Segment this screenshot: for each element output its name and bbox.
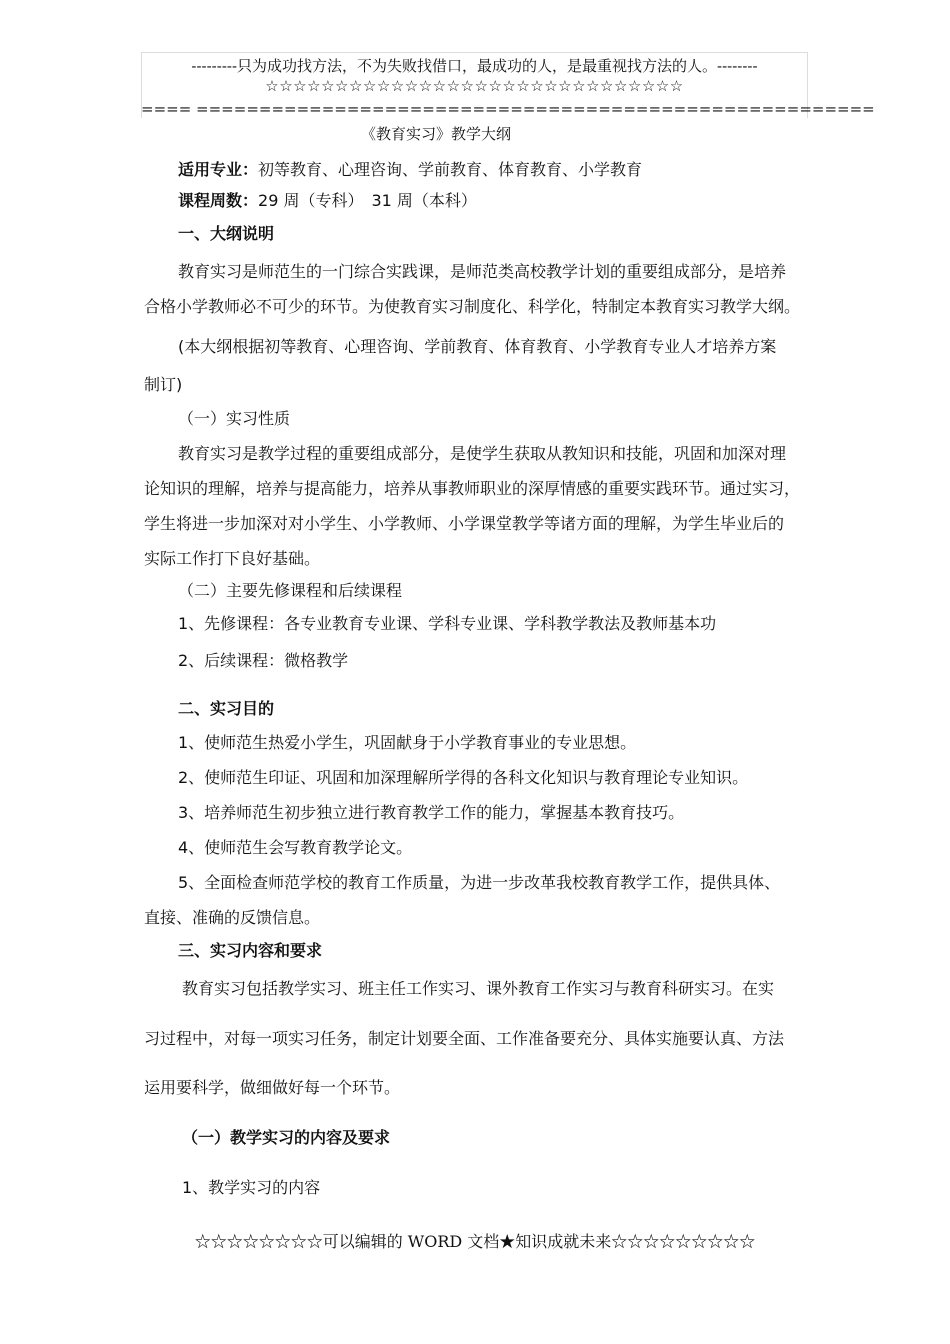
paragraph-line: 制订) xyxy=(144,375,183,394)
list-item-continuation: 直接、准确的反馈信息。 xyxy=(144,908,321,927)
paragraph-line: (本大纲根据初等教育、心理咨询、学前教育、体育教育、小学教育专业人才培养方案 xyxy=(178,337,777,356)
subsection-heading: （二）主要先修课程和后续课程 xyxy=(178,581,403,600)
paragraph-line: 教育实习是教学过程的重要组成部分，是使学生获取从教知识和技能，巩固和加深对理 xyxy=(178,444,787,463)
course-weeks-label: 课程周数： xyxy=(178,191,259,210)
list-item: 5、全面检查师范学校的教育工作质量，为进一步改革我校教育教学工作，提供具体、 xyxy=(178,873,781,892)
course-weeks-value: 29 周（专科） 31 周（本科） xyxy=(258,191,477,210)
subsection-heading: （一）教学实习的内容及要求 xyxy=(182,1128,391,1147)
list-item: 1、教学实习的内容 xyxy=(182,1178,321,1197)
list-item: 1、使师范生热爱小学生，巩固献身于小学教育事业的专业思想。 xyxy=(178,733,637,752)
document-title: 《教育实习》教学大纲 xyxy=(361,125,512,143)
paragraph-line: 合格小学教师必不可少的环节。为使教育实习制度化、科学化，特制定本教育实习教学大纲。 xyxy=(144,297,801,316)
paragraph-line: 学生将进一步加深对对小学生、小学教师、小学课堂教学等诸方面的理解，为学生毕业后的 xyxy=(144,514,785,533)
header-rule: ==== ====================================================== xyxy=(141,100,875,118)
paragraph-line: 教育实习包括教学实习、班主任工作实习、课外教育工作实习与教育科研实习。在实 xyxy=(182,979,775,998)
section-3-heading: 三、实习内容和要求 xyxy=(178,941,323,960)
list-item: 2、使师范生印证、巩固和加深理解所学得的各科文化知识与教育理论专业知识。 xyxy=(178,768,749,787)
paragraph-line: 教育实习是师范生的一门综合实践课，是师范类高校教学计划的重要组成部分，是培养 xyxy=(178,262,787,281)
header-stars: ☆☆☆☆☆☆☆☆☆☆☆☆☆☆☆☆☆☆☆☆☆☆☆☆☆☆☆☆☆☆ xyxy=(265,77,684,95)
list-item: 3、培养师范生初步独立进行教育教学工作的能力，掌握基本教育技巧。 xyxy=(178,803,685,822)
subsection-heading: （一）实习性质 xyxy=(178,409,291,428)
list-item: 1、先修课程：各专业教育专业课、学科专业课、学科教学教法及教师基本功 xyxy=(178,614,717,633)
section-1-heading: 一、大纲说明 xyxy=(178,224,275,243)
paragraph-line: 论知识的理解，培养与提高能力，培养从事教师职业的深厚情感的重要实践环节。通过实习， xyxy=(144,479,801,498)
list-item: 2、后续课程：微格教学 xyxy=(178,651,349,670)
course-weeks xyxy=(178,188,477,211)
header-motto: ---------只为成功找方法，不为失败找借口，最成功的人，是最重视找方法的人。-------- xyxy=(191,57,758,75)
paragraph-line: 实际工作打下良好基础。 xyxy=(144,549,321,568)
footer-text: ☆☆☆☆☆☆☆☆可以编辑的 WORD 文档★知识成就未来☆☆☆☆☆☆☆☆☆ xyxy=(194,1232,756,1251)
paragraph-line: 运用要科学，做细做好每一个环节。 xyxy=(144,1078,401,1097)
section-2-heading: 二、实习目的 xyxy=(178,699,275,718)
applicable-majors xyxy=(178,157,642,180)
paragraph-line: 习过程中，对每一项实习任务，制定计划要全面、工作准备要充分、具体实施要认真、方法 xyxy=(144,1029,785,1048)
applicable-majors-label: 适用专业： xyxy=(178,160,259,179)
list-item: 4、使师范生会写教育教学论文。 xyxy=(178,838,413,857)
applicable-majors-value: 初等教育、心理咨询、学前教育、体育教育、小学教育 xyxy=(258,160,643,179)
